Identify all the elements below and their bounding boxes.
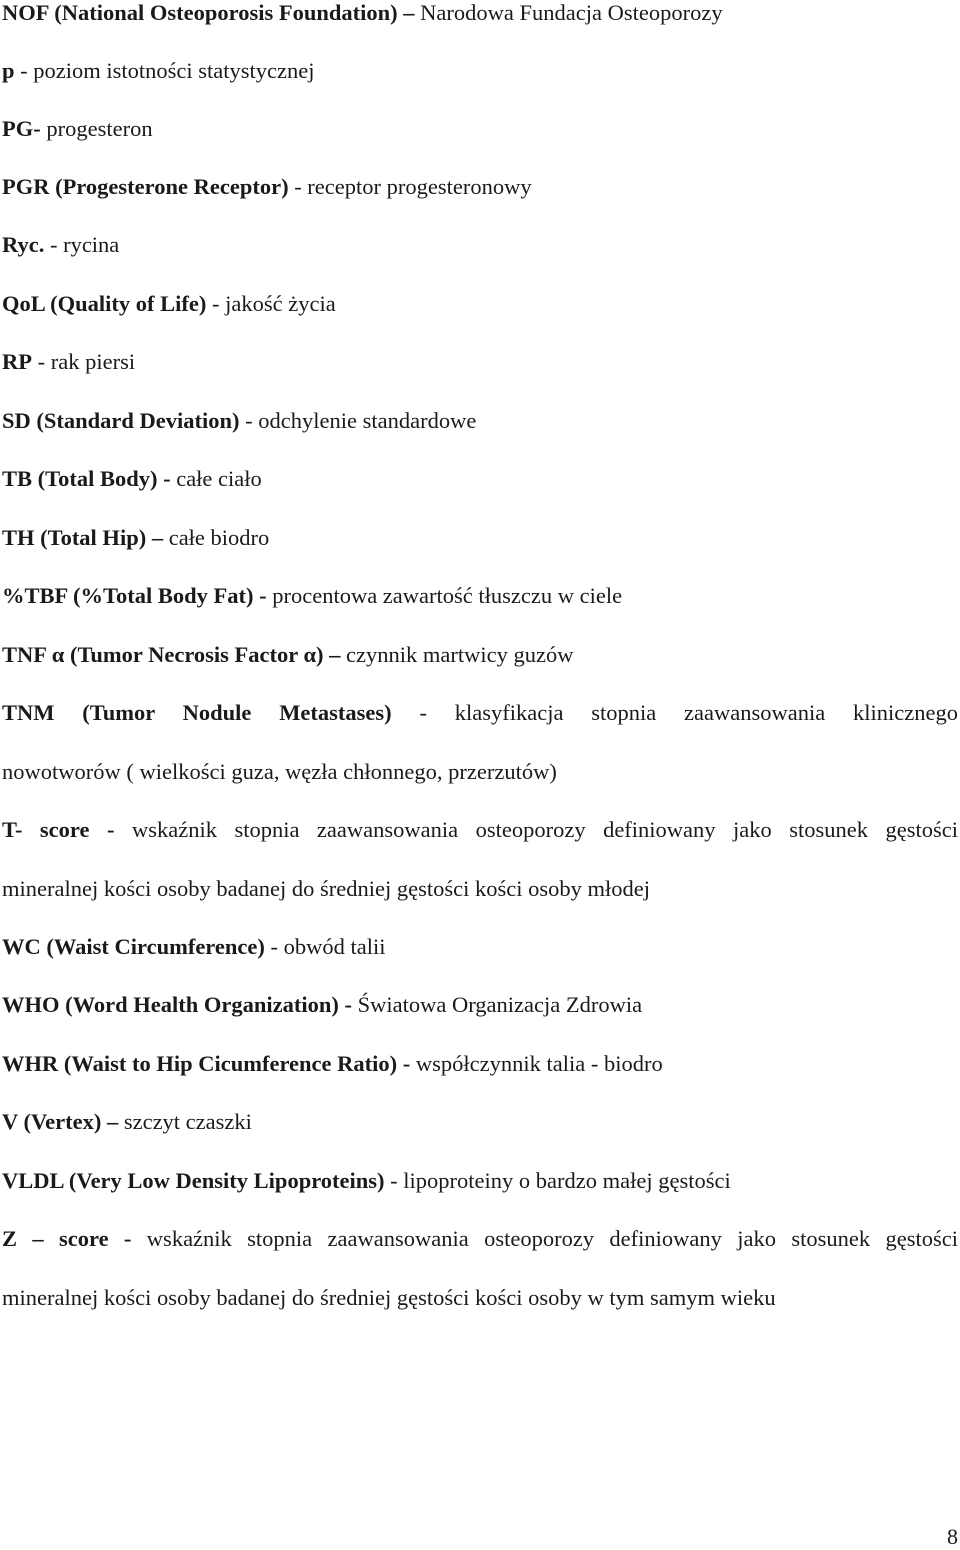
- abbreviation-entry: [2, 466, 262, 492]
- abbreviation-entry: [2, 1051, 663, 1077]
- abbreviation-entry: [2, 642, 573, 668]
- abbreviation-term: WC (Waist Circumference): [2, 934, 265, 959]
- abbreviation-entry: [2, 934, 385, 960]
- abbreviation-term: %TBF (%Total Body Fat) -: [2, 583, 267, 608]
- abbreviation-term: Ryc.: [2, 232, 45, 257]
- abbreviation-entry: [2, 992, 642, 1018]
- abbreviation-term: p: [2, 58, 15, 83]
- abbreviation-definition: współczynnik talia - biodro: [410, 1051, 663, 1076]
- abbreviation-entry: [2, 0, 723, 26]
- abbreviation-definition: - receptor progesteronowy: [288, 174, 532, 199]
- abbreviation-term: RP: [2, 349, 32, 374]
- abbreviation-definition: nowotworów ( wielkości guza, węzła chłonnego, przerzutów): [2, 759, 557, 784]
- abbreviation-term: Z – score -: [2, 1226, 132, 1251]
- abbreviation-entry: [2, 1109, 252, 1135]
- abbreviation-term: NOF (National Osteoporosis Foundation) –: [2, 0, 415, 25]
- abbreviation-entry-continuation: [2, 759, 557, 785]
- abbreviation-definition: - odchylenie standardowe: [239, 408, 477, 433]
- abbreviation-definition: - obwód talii: [264, 934, 386, 959]
- abbreviation-term: SD (Standard Deviation): [2, 408, 240, 433]
- abbreviation-definition: - jakość życia: [206, 291, 336, 316]
- abbreviation-definition: - rycina: [44, 232, 120, 257]
- page-number: 8: [947, 1524, 958, 1549]
- abbreviation-definition: mineralnej kości osoby badanej do średniej gęstości kości osoby w tym samym wieku: [2, 1285, 776, 1310]
- abbreviation-definition: wskaźnik stopnia zaawansowania osteoporozy definiowany jako stosunek gęstości: [131, 1226, 958, 1251]
- abbreviation-term: WHR (Waist to Hip Cicumference Ratio) -: [2, 1051, 411, 1076]
- abbreviation-entry: [2, 174, 532, 200]
- abbreviation-definition: Światowa Organizacja Zdrowia: [351, 992, 643, 1017]
- abbreviation-definition: wskaźnik stopnia zaawansowania osteoporozy definiowany jako stosunek gęstości: [114, 817, 958, 842]
- abbreviation-entry: [2, 525, 269, 551]
- abbreviation-definition: - klasyfikacja stopnia zaawansowania klinicznego: [391, 700, 959, 725]
- abbreviation-entry: [2, 700, 958, 726]
- abbreviation-definition: całe ciało: [170, 466, 262, 491]
- abbreviation-entry-continuation: [2, 1285, 776, 1311]
- abbreviation-definition: - poziom istotności statystycznej: [14, 58, 315, 83]
- abbreviation-term: TNM (Tumor Nodule Metastases): [2, 700, 392, 725]
- abbreviation-entry: [2, 1168, 731, 1194]
- abbreviation-entry: [2, 1226, 958, 1252]
- abbreviation-entry: [2, 116, 153, 142]
- abbreviation-term: TB (Total Body) -: [2, 466, 171, 491]
- abbreviation-term: VLDL (Very Low Density Lipoproteins): [2, 1168, 385, 1193]
- abbreviation-term: TNF α (Tumor Necrosis Factor α) –: [2, 642, 341, 667]
- abbreviation-term: QoL (Quality of Life): [2, 291, 207, 316]
- abbreviation-entry: [2, 58, 314, 84]
- abbreviation-definition: mineralnej kości osoby badanej do średniej gęstości kości osoby młodej: [2, 876, 650, 901]
- abbreviation-term: PGR (Progesterone Receptor): [2, 174, 289, 199]
- abbreviation-definition: Narodowa Fundacja Osteoporozy: [414, 0, 723, 25]
- abbreviation-term: V (Vertex) –: [2, 1109, 119, 1134]
- abbreviation-entry: [2, 232, 119, 258]
- abbreviation-definition: - rak piersi: [32, 349, 136, 374]
- abbreviation-definition: progesteron: [40, 116, 153, 141]
- abbreviation-entry: [2, 583, 622, 609]
- abbreviation-term: T- score -: [2, 817, 115, 842]
- abbreviation-definition: procentowa zawartość tłuszczu w ciele: [266, 583, 623, 608]
- abbreviation-term: PG-: [2, 116, 41, 141]
- abbreviation-entry: [2, 349, 135, 375]
- abbreviation-entry: [2, 291, 336, 317]
- abbreviation-entry: [2, 408, 476, 434]
- abbreviation-term: TH (Total Hip) –: [2, 525, 164, 550]
- abbreviation-definition: szczyt czaszki: [118, 1109, 252, 1134]
- abbreviation-term: WHO (Word Health Organization) -: [2, 992, 352, 1017]
- abbreviation-definition: czynnik martwicy guzów: [340, 642, 574, 667]
- abbreviation-definition: - lipoproteiny o bardzo małej gęstości: [384, 1168, 731, 1193]
- abbreviation-definition: całe biodro: [163, 525, 270, 550]
- abbreviation-entry-continuation: [2, 876, 650, 902]
- abbreviation-entry: [2, 817, 958, 843]
